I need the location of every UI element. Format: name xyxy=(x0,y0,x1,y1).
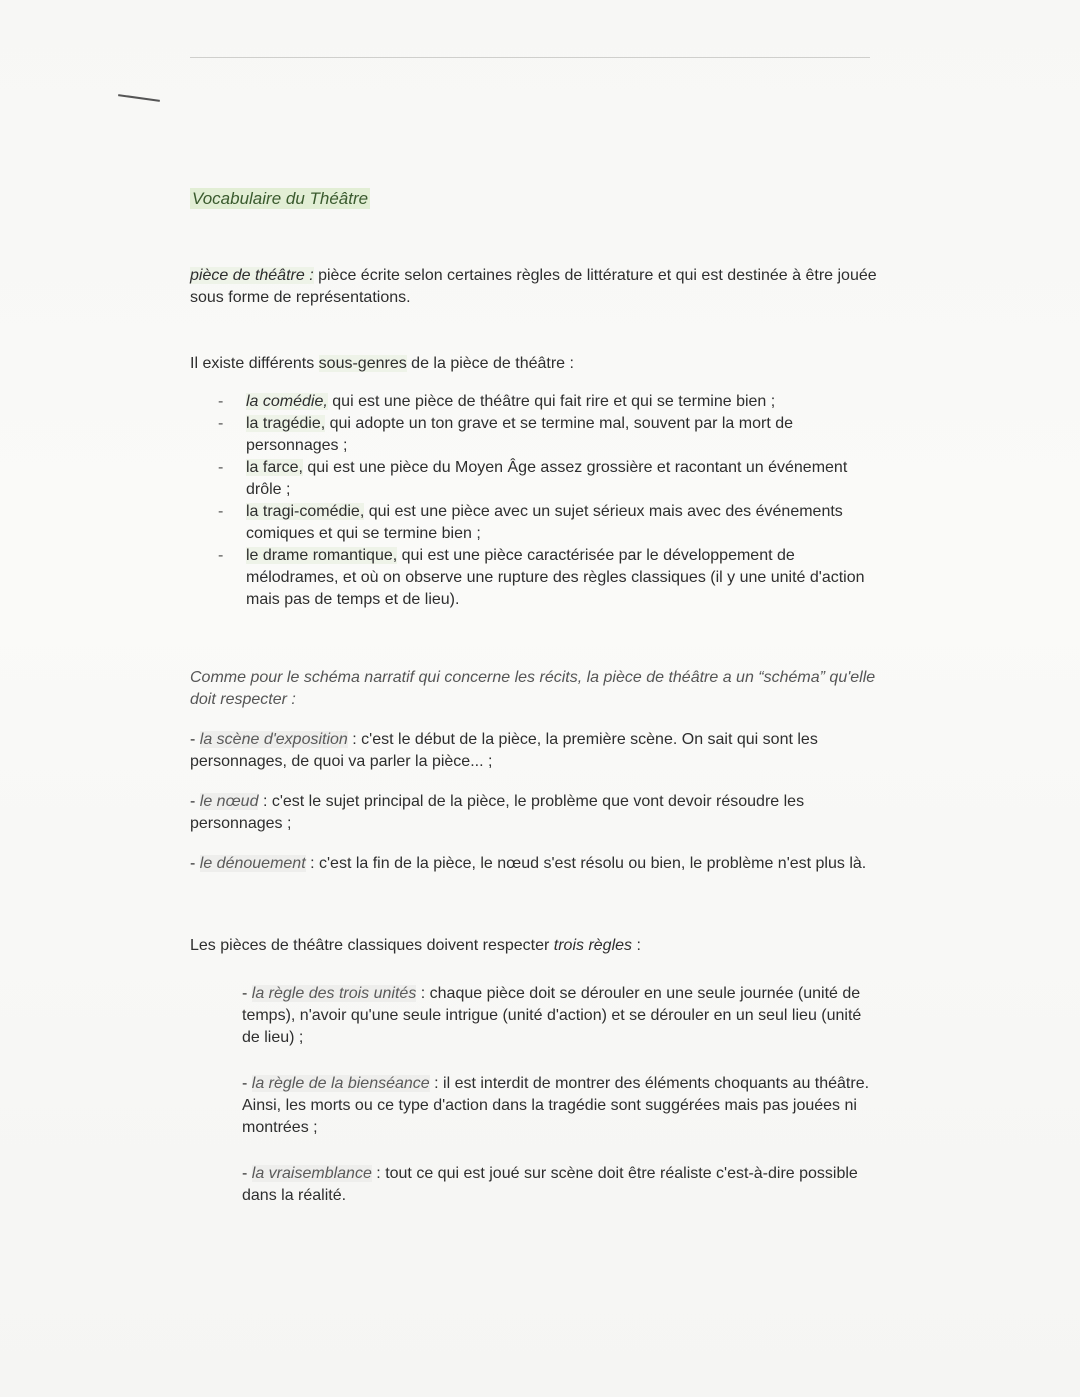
subgenres-list xyxy=(190,391,882,611)
schema-step-denouement: - le dénouement : c'est la fin de la pièce, le nœud s'est résolu ou bien, le problème n'est plus là. xyxy=(190,855,867,872)
list-item: - le drame romantique, qui est une pièce caractérisée par le développement de mélodrames, et où on observe une rupture des règles classiques (il y une unité d'action mais pas de temps et de lieu). xyxy=(218,545,882,611)
schema-step-noeud: - le nœud : c'est le sujet principal de la pièce, le problème que vont devoir résoudre les personnages ; xyxy=(190,793,805,832)
rules-term: trois règles xyxy=(553,937,633,954)
rule-vraisemblance: - la vraisemblance : tout ce qui est joué sur scène doit être réaliste c'est-à-dire possible dans la réalité. xyxy=(242,1165,858,1204)
list-item: - la farce, qui est une pièce du Moyen Âge assez grossière et racontant un événement drôle ; xyxy=(218,457,882,501)
document-page xyxy=(190,188,882,1207)
rule-three-unities: - la règle des trois unités : chaque pièce doit se dérouler en une seule journée (unité de temps), n'avoir qu'une seule intrigue (unité d'action) et se dérouler en un seul lieu (unité de lieu) ; xyxy=(242,985,862,1046)
rules-list xyxy=(242,983,882,1207)
top-rule-line xyxy=(190,57,870,58)
document-title: Vocabulaire du Théâtre xyxy=(192,189,369,208)
definition-term: pièce de théâtre : xyxy=(190,267,314,284)
schema-step-exposition: - la scène d'exposition : c'est le début de la pièce, la première scène. On sait qui sont les personnages, de quoi va parler la pièce... ; xyxy=(190,731,818,770)
list-item: - la comédie, qui est une pièce de théâtre qui fait rire et qui se termine bien ; xyxy=(218,391,882,413)
subgenres-term: sous-genres xyxy=(318,355,407,372)
definition-text: pièce écrite selon certaines règles de littérature et qui est destinée à être jouée sous forme de représentations. xyxy=(190,267,877,306)
definition-paragraph xyxy=(190,265,882,309)
list-item: - la tragédie, qui adopte un ton grave et se termine mal, souvent par la mort de personnages ; xyxy=(218,413,882,457)
rules-intro: Les pièces de théâtre classiques doivent respecter trois règles : xyxy=(190,937,641,954)
rule-bienseance: - la règle de la bienséance : il est interdit de montrer des éléments choquants au théâtre. Ainsi, les morts ou ce type d'action dans la tragédie sont suggérées mais pas jouées ni montrées ; xyxy=(242,1075,870,1136)
subgenres-intro: Il existe différents sous-genres de la pièce de théâtre : xyxy=(190,355,574,372)
list-item: - la tragi-comédie, qui est une pièce avec un sujet sérieux mais avec des événements comiques et qui se termine bien ; xyxy=(218,501,882,545)
schema-intro: Comme pour le schéma narratif qui concerne les récits, la pièce de théâtre a un “schéma” qu'elle doit respecter : xyxy=(190,669,876,708)
